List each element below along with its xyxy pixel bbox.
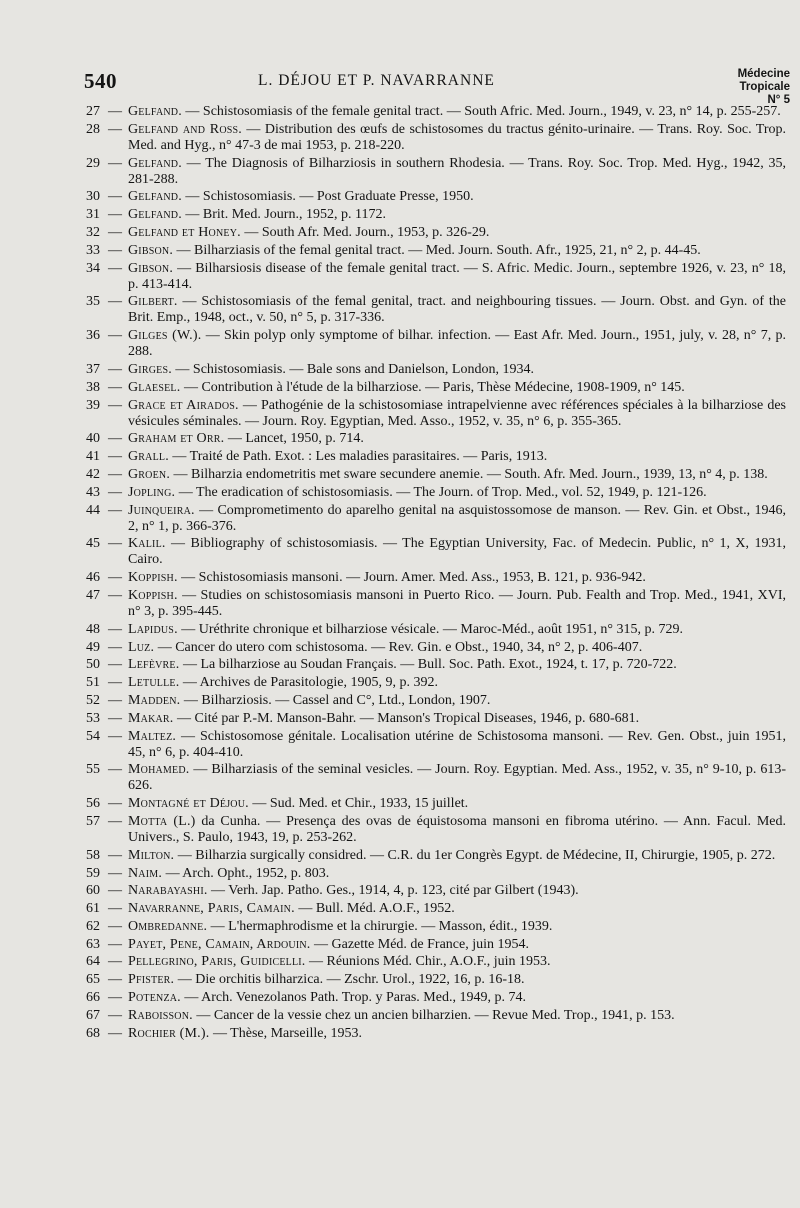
reference-text [128, 294, 786, 326]
reference-number: 38 [86, 379, 100, 395]
reference-number: 53 [86, 710, 100, 726]
reference-dash: — [108, 972, 122, 988]
reference-author: Rochier (M.). [128, 1025, 210, 1041]
reference-item [86, 762, 786, 794]
reference-details: — Bilharzia endometritis met sware secundere anemie. — South. Afr. Med. Journ., 1939, 13, n° 4, p. 138. [170, 466, 768, 482]
reference-dash: — [108, 189, 122, 205]
reference-item [86, 570, 786, 586]
reference-number: 37 [86, 361, 100, 377]
reference-text [128, 814, 786, 846]
reference-author: Potenza. [128, 990, 181, 1006]
reference-author: Glaesel. [128, 379, 181, 395]
reference-text [128, 954, 786, 970]
reference-dash: — [108, 728, 122, 744]
reference-details: — Réunions Méd. Chir., A.O.F., juin 1953. [305, 954, 551, 970]
reference-dash: — [108, 865, 122, 881]
reference-item [86, 225, 786, 241]
reference-item [86, 657, 786, 673]
reference-dash: — [108, 328, 122, 344]
reference-text [128, 362, 786, 378]
reference-details: — L'hermaphrodisme et la chirurgie. — Masson, édit., 1939. [207, 918, 553, 934]
journal-tag [738, 68, 790, 107]
reference-item [86, 328, 786, 360]
reference-number: 47 [86, 587, 100, 603]
reference-details: — Uréthrite chronique et bilharziose vésicale. — Maroc-Méd., août 1951, n° 315, p. 729. [177, 621, 683, 637]
reference-number: 64 [86, 954, 100, 970]
reference-text [128, 640, 786, 656]
reference-dash: — [108, 294, 122, 310]
reference-item [86, 431, 786, 447]
reference-text [128, 657, 786, 673]
reference-author: Mohamed. [128, 762, 190, 778]
reference-text [128, 570, 786, 586]
reference-dash: — [108, 379, 122, 395]
reference-author: Gilbert. [128, 294, 178, 310]
reference-dash: — [108, 224, 122, 240]
reference-details: — Lancet, 1950, p. 714. [224, 431, 364, 447]
reference-author: Motta (L.) [128, 813, 196, 829]
reference-text [128, 243, 786, 259]
reference-dash: — [108, 1007, 122, 1023]
reference-item [86, 189, 786, 205]
reference-details: — Bull. Méd. A.O.F., 1952. [294, 901, 455, 917]
reference-list [86, 104, 786, 1043]
reference-text [128, 225, 786, 241]
reference-number: 56 [86, 796, 100, 812]
reference-text [128, 796, 786, 812]
reference-text [128, 622, 786, 638]
reference-details: — Contribution à l'étude de la bilharziose. — Paris, Thèse Médecine, 1908-1909, n° 145. [180, 379, 685, 395]
journal-tag-line: Tropicale [739, 81, 790, 93]
reference-text [128, 901, 786, 917]
page-number: 540 [84, 69, 117, 93]
reference-number: 51 [86, 675, 100, 691]
reference-author: Girges. [128, 361, 172, 377]
reference-details: — Bilharziasis of the femal genital tract. — Med. Journ. South. Afr., 1925, 21, n° 2, p. 44-45. [173, 242, 701, 258]
reference-details: — Schistosomiasis. — Post Graduate Presse, 1950. [181, 189, 474, 205]
reference-text [128, 398, 786, 430]
reference-item [86, 814, 786, 846]
reference-item [86, 729, 786, 761]
reference-dash: — [108, 813, 122, 829]
reference-author: Graham et Orr. [128, 431, 225, 447]
reference-author: Milton. [128, 847, 175, 863]
reference-item [86, 866, 786, 882]
reference-details: — Skin polyp only symptome of bilhar. infection. — East Afr. Med. Journ., 1951, july, v. 28, n° 7, p. 288. [128, 328, 786, 360]
reference-item [86, 398, 786, 430]
reference-item [86, 467, 786, 483]
reference-details: — Comprometimento do aparelho genital na asquistossomose de manson. — Rev. Gin. et Obst., 1946, 2, n° 1, p. 366-376. [128, 502, 786, 534]
reference-author: Gelfand et Honey. [128, 224, 241, 240]
reference-dash: — [108, 657, 122, 673]
reference-item [86, 122, 786, 154]
reference-dash: — [108, 847, 122, 863]
reference-dash: — [108, 361, 122, 377]
reference-dash: — [108, 990, 122, 1006]
reference-details: — Cité par P.-M. Manson-Bahr. — Manson's Tropical Diseases, 1946, p. 680-681. [173, 710, 640, 726]
reference-number: 50 [86, 657, 100, 673]
reference-text [128, 693, 786, 709]
running-head: L. DÉJOU ET P. NAVARRANNE [258, 72, 495, 89]
reference-number: 66 [86, 990, 100, 1006]
reference-text [128, 1008, 786, 1024]
reference-dash: — [108, 675, 122, 691]
reference-text [128, 467, 786, 483]
reference-number: 57 [86, 813, 100, 829]
reference-dash: — [108, 466, 122, 482]
reference-details: — Sud. Med. et Chir., 1933, 15 juillet. [248, 796, 469, 812]
reference-author: Koppish. [128, 587, 178, 603]
reference-number: 59 [86, 865, 100, 881]
reference-text [128, 328, 786, 360]
reference-author: Payet, Pene, Camain, Ardouin. [128, 936, 311, 952]
reference-details: — Cancer de la vessie chez un ancien bilharzien. — Revue Med. Trop., 1941, p. 153. [192, 1007, 675, 1023]
reference-details: — Verh. Jap. Patho. Ges., 1914, 4, p. 123, cité par Gilbert (1943). [207, 883, 579, 899]
reference-item [86, 990, 786, 1006]
reference-details: — Die orchitis bilharzica. — Zschr. Urol., 1922, 16, p. 16-18. [174, 972, 525, 988]
reference-dash: — [108, 901, 122, 917]
reference-details: — Thèse, Marseille, 1953. [209, 1025, 362, 1041]
reference-details: — Studies on schistosomiasis mansoni in Puerto Rico. — Journ. Pub. Fealth and Trop. Med., 1941, XVI, n° 3, p. 395-445. [128, 587, 786, 619]
reference-number: 58 [86, 847, 100, 863]
reference-number: 30 [86, 189, 100, 205]
reference-author: Grace et Airados. [128, 397, 239, 413]
reference-number: 31 [86, 207, 100, 223]
journal-tag-line: Médecine [737, 68, 790, 80]
reference-text [128, 207, 786, 223]
reference-item [86, 362, 786, 378]
reference-number: 40 [86, 431, 100, 447]
reference-number: 61 [86, 901, 100, 917]
reference-author: Gelfand. [128, 155, 182, 171]
reference-text [128, 762, 786, 794]
reference-dash: — [108, 397, 122, 413]
reference-dash: — [108, 570, 122, 586]
reference-details: — Schistosomiasis. — Bale sons and Danielson, London, 1934. [171, 361, 534, 377]
reference-item [86, 883, 786, 899]
reference-item [86, 588, 786, 620]
reference-author: Gelfand. [128, 189, 182, 205]
reference-number: 52 [86, 692, 100, 708]
reference-dash: — [108, 587, 122, 603]
reference-details: — The eradication of schistosomiasis. — The Journ. of Trop. Med., vol. 52, 1949, p. 121-126. [175, 484, 707, 500]
reference-dash: — [108, 1025, 122, 1041]
reference-dash: — [108, 104, 122, 119]
reference-author: Naim. [128, 865, 163, 881]
reference-number: 33 [86, 242, 100, 258]
reference-author: Makar. [128, 710, 174, 726]
reference-number: 41 [86, 449, 100, 465]
reference-item [86, 449, 786, 465]
reference-author: Maltez. [128, 728, 177, 744]
reference-text [128, 156, 786, 188]
reference-author: Narabayashi. [128, 883, 208, 899]
reference-item [86, 711, 786, 727]
reference-text [128, 729, 786, 761]
reference-item [86, 848, 786, 864]
reference-details: — Bilharzia surgically considred. — C.R. du 1er Congrès Egypt. de Médecine, II, Chirurgie, 1905, p. 272. [174, 847, 776, 863]
reference-author: Gilges (W.). [128, 328, 202, 344]
reference-number: 34 [86, 260, 100, 276]
reference-text [128, 919, 786, 935]
reference-dash: — [108, 883, 122, 899]
reference-dash: — [108, 796, 122, 812]
reference-item [86, 485, 786, 501]
reference-number: 55 [86, 762, 100, 778]
reference-item [86, 675, 786, 691]
reference-number: 63 [86, 936, 100, 952]
reference-dash: — [108, 692, 122, 708]
reference-number: 54 [86, 728, 100, 744]
reference-number: 35 [86, 294, 100, 310]
reference-author: Groen. [128, 466, 171, 482]
reference-details: — Schistosomiasis of the female genital tract. — South Afric. Med. Journ., 1949, v. 23, n° 14, p. 255-257. [181, 104, 781, 119]
reference-details: — Bilharziasis of the seminal vesicles. — Journ. Roy. Egyptian. Med. Ass., 1952, v. 35, n° 9-10, p. 613-626. [128, 762, 786, 794]
reference-author: Lapidus. [128, 621, 178, 637]
reference-dash: — [108, 484, 122, 500]
reference-text [128, 431, 786, 447]
reference-dash: — [108, 762, 122, 778]
reference-author: Lefèvre. [128, 657, 180, 673]
reference-author: Letulle. [128, 675, 180, 691]
journal-tag-line: N° 5 [767, 94, 790, 106]
reference-item [86, 261, 786, 293]
reference-text [128, 449, 786, 465]
reference-dash: — [108, 936, 122, 952]
reference-text [128, 1026, 786, 1042]
reference-text [128, 485, 786, 501]
reference-number: 28 [86, 121, 100, 137]
reference-number: 32 [86, 224, 100, 240]
reference-text [128, 848, 786, 864]
reference-dash: — [108, 954, 122, 970]
reference-author: Raboisson. [128, 1007, 193, 1023]
reference-details: — Arch. Venezolanos Path. Trop. y Paras. Med., 1949, p. 74. [180, 990, 526, 1006]
reference-number: 36 [86, 328, 100, 344]
reference-item [86, 972, 786, 988]
reference-author: Ombredanne. [128, 918, 208, 934]
reference-details: — Brit. Med. Journ., 1952, p. 1172. [181, 207, 386, 223]
reference-item [86, 207, 786, 223]
reference-text [128, 972, 786, 988]
reference-item [86, 796, 786, 812]
reference-item [86, 919, 786, 935]
reference-dash: — [108, 260, 122, 276]
reference-dash: — [108, 710, 122, 726]
reference-item [86, 104, 786, 120]
reference-text [128, 380, 786, 396]
reference-item [86, 937, 786, 953]
reference-author: Madden. [128, 692, 181, 708]
reference-author: Navarranne, Paris, Camain. [128, 901, 295, 917]
reference-number: 48 [86, 621, 100, 637]
reference-item [86, 380, 786, 396]
reference-text [128, 104, 786, 120]
reference-dash: — [108, 431, 122, 447]
reference-details: — Gazette Méd. de France, juin 1954. [310, 936, 530, 952]
reference-number: 43 [86, 484, 100, 500]
reference-dash: — [108, 536, 122, 552]
reference-details: — Arch. Opht., 1952, p. 803. [162, 865, 330, 881]
reference-dash: — [108, 449, 122, 465]
reference-details: — The Diagnosis of Bilharziosis in southern Rhodesia. — Trans. Roy. Soc. Trop. Med. Hyg., 1942, 35, 281-288. [128, 155, 786, 187]
reference-number: 49 [86, 639, 100, 655]
reference-number: 42 [86, 466, 100, 482]
reference-details: — South Afr. Med. Journ., 1953, p. 326-29. [240, 224, 490, 240]
reference-text [128, 588, 786, 620]
reference-number: 67 [86, 1007, 100, 1023]
reference-author: Pfister. [128, 972, 175, 988]
reference-dash: — [108, 621, 122, 637]
reference-item [86, 901, 786, 917]
reference-dash: — [108, 121, 122, 137]
reference-item [86, 243, 786, 259]
reference-number: 65 [86, 972, 100, 988]
reference-text [128, 675, 786, 691]
reference-author: Koppish. [128, 570, 178, 586]
reference-details: — Bibliography of schistosomiasis. — The Egyptian University, Fac. of Medecin. Public, n° 1, X, 1931, Cairo. [128, 536, 786, 568]
reference-dash: — [108, 207, 122, 223]
reference-text [128, 536, 786, 568]
reference-author: Kalil. [128, 536, 166, 552]
reference-author: Grall. [128, 449, 169, 465]
reference-author: Gibson. [128, 242, 174, 258]
reference-text [128, 122, 786, 154]
reference-dash: — [108, 155, 122, 171]
reference-text [128, 261, 786, 293]
reference-dash: — [108, 242, 122, 258]
reference-details: — Schistosomiasis of the femal genital, tract. and neighbouring tissues. — Journ. Obst. and Gyn. of the Brit. Emp., 1948, oct., v. 50, n° 5, p. 317-336. [128, 294, 786, 326]
reference-number: 46 [86, 570, 100, 586]
reference-item [86, 503, 786, 535]
reference-details: — Distribution des œufs de schistosomes du tractus génito-urinaire. — Trans. Roy. Soc. Trop. Med. and Hyg., n° 47-3 de mai 1953, p. 218-220. [128, 121, 786, 153]
reference-item [86, 536, 786, 568]
reference-author: Montagné et Déjou. [128, 796, 249, 812]
reference-item [86, 156, 786, 188]
reference-item [86, 693, 786, 709]
reference-details: da Cunha. — Presença des ovas de équistosoma mansoni en fibroma utérino. — Ann. Facul. Med. Univers., S. Paulo, 1943, 19, p. 253-262. [128, 813, 787, 845]
reference-details: — Traité de Path. Exot. : Les maladies parasitaires. — Paris, 1913. [168, 449, 548, 465]
reference-item [86, 1008, 786, 1024]
reference-details: — La bilharziose au Soudan Français. — Bull. Soc. Path. Exot., 1924, t. 17, p. 720-722. [179, 657, 677, 673]
reference-text [128, 883, 786, 899]
reference-author: Pellegrino, Paris, Guidicelli. [128, 954, 306, 970]
reference-details: — Bilharziosis. — Cassel and C°, Ltd., London, 1907. [180, 692, 491, 708]
reference-number: 44 [86, 502, 100, 518]
reference-item [86, 294, 786, 326]
reference-author: Gelfand. [128, 207, 182, 223]
reference-number: 62 [86, 918, 100, 934]
reference-number: 45 [86, 536, 100, 552]
reference-text [128, 990, 786, 1006]
reference-details: — Bilharsiosis disease of the female genital tract. — S. Afric. Medic. Journ., septembre 1926, v. 23, n° 18, p. 413-414. [128, 260, 786, 292]
reference-text [128, 937, 786, 953]
reference-item [86, 954, 786, 970]
reference-author: Gelfand. [128, 104, 182, 119]
reference-text [128, 189, 786, 205]
reference-text [128, 866, 786, 882]
reference-item [86, 1026, 786, 1042]
reference-number: 68 [86, 1025, 100, 1041]
reference-dash: — [108, 502, 122, 518]
reference-dash: — [108, 918, 122, 934]
reference-number: 39 [86, 397, 100, 413]
reference-details: — Schistosomose génitale. Localisation utérine de Schistosoma mansoni. — Rev. Gen. Obst., juin 1951, 45, n° 6, p. 404-410. [128, 728, 786, 760]
reference-item [86, 622, 786, 638]
reference-author: Luz. [128, 639, 155, 655]
reference-number: 60 [86, 883, 100, 899]
reference-author: Gelfand and Ross. [128, 121, 242, 137]
reference-number: 27 [86, 104, 100, 119]
reference-details: — Archives de Parasitologie, 1905, 9, p. 392. [179, 675, 438, 691]
reference-details: — Pathogénie de la schistosomiase intrapelvienne avec références spéciales à la bilharziose des vésicules séminales. — Journ. Roy. Egyptian, Med. Asso., 1952, v. 35, n° 6, p. 355-365. [128, 397, 787, 429]
reference-number: 29 [86, 155, 100, 171]
reference-author: Juinqueira. [128, 502, 195, 518]
reference-details: — Schistosomiasis mansoni. — Journ. Amer. Med. Ass., 1953, B. 121, p. 936-942. [177, 570, 646, 586]
reference-details: — Cancer do utero com schistosoma. — Rev. Gin. e Obst., 1940, 34, n° 2, p. 406-407. [154, 639, 643, 655]
reference-text [128, 711, 786, 727]
reference-author: Gibson. [128, 260, 174, 276]
reference-author: Jopling. [128, 484, 176, 500]
reference-text [128, 503, 786, 535]
reference-item [86, 640, 786, 656]
reference-dash: — [108, 639, 122, 655]
